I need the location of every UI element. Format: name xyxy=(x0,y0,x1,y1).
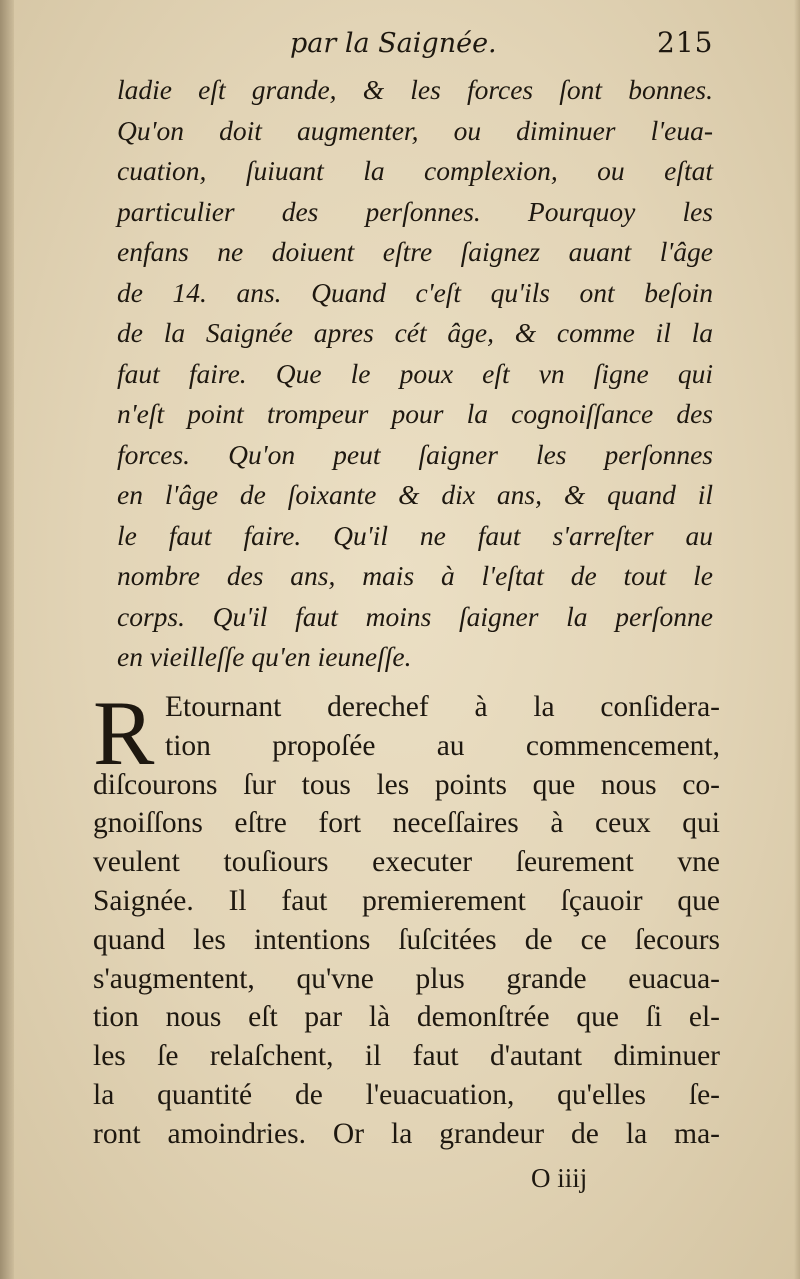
body-line: la quantité de l'euacuation, qu'elles ſe- xyxy=(93,1078,720,1111)
body-line: Etournant derechef à la conſidera- xyxy=(165,691,720,723)
summary-line: nombre des ans, mais à l'eſtat de tout le xyxy=(117,560,713,591)
summary-line: en l'âge de ſoixante & dix ans, & quand il xyxy=(117,479,713,510)
body-line: les ſe relaſchent, il faut d'autant diminuer xyxy=(93,1040,720,1073)
page-edge xyxy=(794,0,800,1279)
summary-line: corps. Qu'il faut moins ſaigner la perſonne xyxy=(117,600,713,632)
body-line: diſcourons ſur tous les points que nous co- xyxy=(93,768,720,801)
body-line: quand les intentions ſuſcitées de ce ſecours xyxy=(93,923,720,956)
summary-line: de 14. ans. Quand c'eſt qu'ils ont beſoin xyxy=(117,276,713,308)
body-line: ront amoindries. Or la grandeur de la ma- xyxy=(93,1117,720,1150)
body-line: veulent touſiours executer ſeurement vne xyxy=(93,846,720,879)
summary-line: enfans ne doiuent eſtre ſaignez auant l'âge xyxy=(117,236,713,267)
body-line: Saignée. Il faut premierement ſçauoir que xyxy=(93,884,720,917)
running-head: par la Saignée. xyxy=(290,28,497,59)
page-gutter xyxy=(0,0,14,1279)
body-line: gnoiſſons eſtre fort neceſſaires à ceux qui xyxy=(93,807,720,840)
summary-line: particulier des perſonnes. Pourquoy les xyxy=(117,195,713,227)
summary-line: le faut faire. Qu'il ne faut s'arreſter au xyxy=(117,519,713,551)
summary-line: de la Saignée apres cét âge, & comme il la xyxy=(117,317,713,348)
summary-line: Qu'on doit augmenter, ou diminuer l'eua- xyxy=(117,114,713,146)
drop-cap: R xyxy=(93,682,155,784)
summary-line: ladie eſt grande, & les forces ſont bonnes. xyxy=(117,74,713,105)
page-number: 215 xyxy=(657,26,714,59)
body-line: tion nous eſt par là demonſtrée que ſi el- xyxy=(93,1001,720,1034)
signature-mark: O iiij xyxy=(531,1163,588,1193)
body-line: tion propoſée au commencement, xyxy=(165,729,720,762)
summary-line: forces. Qu'on peut ſaigner les perſonnes xyxy=(117,438,713,470)
summary-line: faut faire. Que le poux eſt vn ſigne qui xyxy=(117,357,713,389)
chapter-summary xyxy=(117,70,713,678)
summary-line: en vieilleſſe qu'en ieuneſſe. xyxy=(117,641,412,672)
summary-line: n'eſt point trompeur pour la cognoiſſance des xyxy=(117,398,713,429)
summary-line: cuation, ſuiuant la complexion, ou eſtat xyxy=(117,155,713,186)
body-text xyxy=(93,682,720,1154)
body-line: s'augmentent, qu'vne plus grande euacua- xyxy=(93,962,720,995)
